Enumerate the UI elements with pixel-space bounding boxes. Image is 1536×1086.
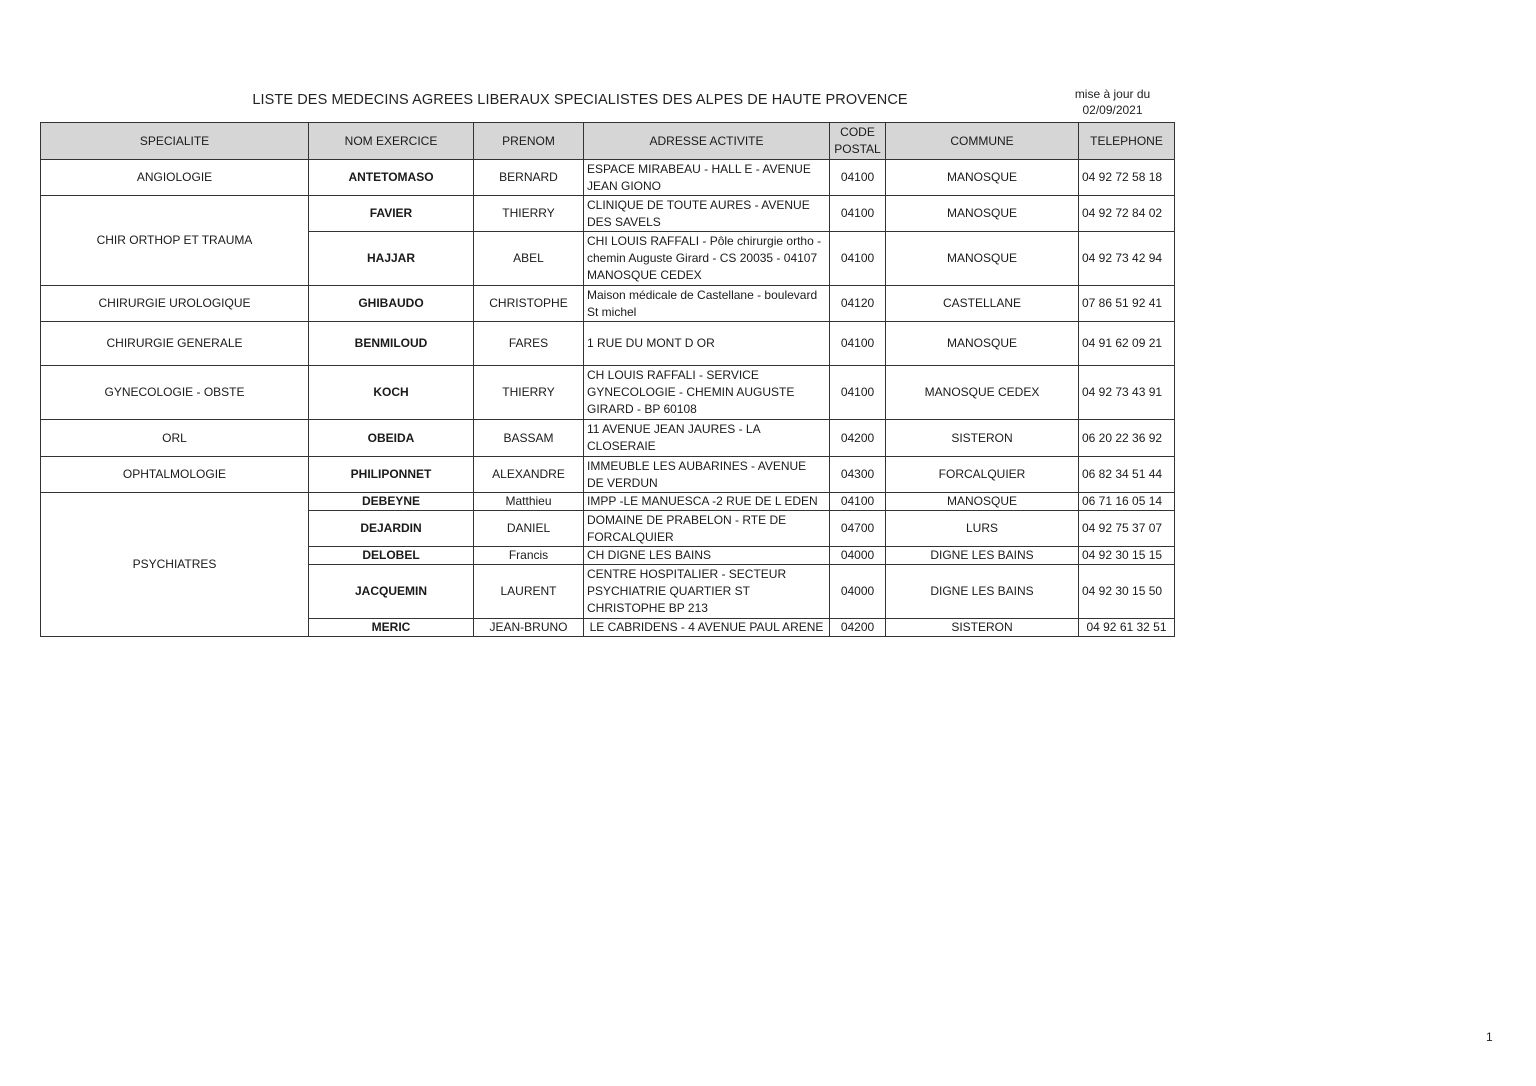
nom-cell: PHILIPONNET [309,457,474,493]
prenom-cell: BERNARD [474,160,584,196]
tel-cell: 04 92 30 15 50 [1079,565,1175,619]
specialty-cell: ANGIOLOGIE [41,160,309,196]
prenom-cell: Francis [474,547,584,565]
commune-cell: DIGNE LES BAINS [886,565,1079,619]
nom-cell: ANTETOMASO [309,160,474,196]
adresse-cell: Maison médicale de Castellane - boulevard St michel [584,286,830,322]
prenom-cell: ABEL [474,232,584,286]
table-row [41,457,1175,493]
cp-cell: 04100 [830,493,886,511]
specialty-cell: OPHTALMOLOGIE [41,457,309,493]
commune-cell: MANOSQUE [886,196,1079,232]
nom-cell: DEJARDIN [309,511,474,547]
nom-cell: HAJJAR [309,232,474,286]
cp-cell: 04000 [830,565,886,619]
commune-cell: MANOSQUE CEDEX [886,366,1079,420]
adresse-cell: IMPP -LE MANUESCA -2 RUE DE L EDEN [584,493,830,511]
prenom-cell: LAURENT [474,565,584,619]
cp-cell: 04300 [830,457,886,493]
tel-cell: 04 92 72 58 18 [1079,160,1175,196]
commune-cell: DIGNE LES BAINS [886,547,1079,565]
commune-cell: SISTERON [886,619,1079,637]
table-row [41,160,1175,196]
page-number: 1 [1486,1030,1493,1044]
adresse-cell: LE CABRIDENS - 4 AVENUE PAUL ARENE [584,619,830,637]
nom-cell: DEBEYNE [309,493,474,511]
prenom-cell: JEAN-BRUNO [474,619,584,637]
tel-cell: 04 92 73 42 94 [1079,232,1175,286]
adresse-cell: CH DIGNE LES BAINS [584,547,830,565]
tel-cell: 04 92 61 32 51 [1079,619,1175,637]
nom-cell: MERIC [309,619,474,637]
commune-cell: SISTERON [886,420,1079,457]
nom-cell: DELOBEL [309,547,474,565]
specialty-cell: CHIRURGIE GENERALE [41,322,309,366]
commune-cell: MANOSQUE [886,232,1079,286]
table-row [41,493,1175,511]
adresse-cell: DOMAINE DE PRABELON - RTE DE FORCALQUIER [584,511,830,547]
cp-cell: 04200 [830,420,886,457]
nom-cell: OBEIDA [309,420,474,457]
prenom-cell: FARES [474,322,584,366]
table-row [41,322,1175,366]
adresse-cell: CH LOUIS RAFFALI - SERVICE GYNECOLOGIE - CHEMIN AUGUSTE GIRARD - BP 60108 [584,366,830,420]
adresse-cell: 1 RUE DU MONT D OR [584,322,830,366]
header-row [41,123,1175,160]
table-row [41,196,1175,232]
document-title: LISTE DES MEDECINS AGREES LIBERAUX SPECIALISTES DES ALPES DE HAUTE PROVENCE [252,92,908,108]
specialty-cell: CHIR ORTHOP ET TRAUMA [41,196,309,286]
prenom-cell: THIERRY [474,366,584,420]
adresse-cell: 11 AVENUE JEAN JAURES - LA CLOSERAIE [584,420,830,457]
tel-cell: 04 92 73 43 91 [1079,366,1175,420]
header-adresse: ADRESSE ACTIVITE [584,123,830,160]
cp-cell: 04700 [830,511,886,547]
specialty-cell: PSYCHIATRES [41,493,309,637]
table-row [41,286,1175,322]
adresse-cell: CENTRE HOSPITALIER - SECTEUR PSYCHIATRIE QUARTIER ST CHRISTOPHE BP 213 [584,565,830,619]
specialty-cell: ORL [41,420,309,457]
nom-cell: KOCH [309,366,474,420]
header-specialite: SPECIALITE [41,123,309,160]
nom-cell: FAVIER [309,196,474,232]
nom-cell: JACQUEMIN [309,565,474,619]
update-info [1050,86,1175,118]
commune-cell: FORCALQUIER [886,457,1079,493]
specialty-cell: CHIRURGIE UROLOGIQUE [41,286,309,322]
header-prenom: PRENOM [474,123,584,160]
update-date: 02/09/2021 [1082,103,1143,117]
nom-cell: GHIBAUDO [309,286,474,322]
doctors-table [40,122,1175,637]
header-telephone: TELEPHONE [1079,123,1175,160]
commune-cell: MANOSQUE [886,160,1079,196]
tel-cell: 04 92 30 15 15 [1079,547,1175,565]
specialty-cell: GYNECOLOGIE - OBSTE [41,366,309,420]
nom-cell: BENMILOUD [309,322,474,366]
cp-cell: 04100 [830,232,886,286]
prenom-cell: BASSAM [474,420,584,457]
prenom-cell: DANIEL [474,511,584,547]
cp-cell: 04100 [830,196,886,232]
header-code-postal: CODE POSTAL [830,123,886,160]
tel-cell: 04 92 75 37 07 [1079,511,1175,547]
header-commune: COMMUNE [886,123,1079,160]
update-label: mise à jour du [1074,87,1151,101]
tel-cell: 06 71 16 05 14 [1079,493,1175,511]
commune-cell: MANOSQUE [886,493,1079,511]
adresse-cell: CHI LOUIS RAFFALI - Pôle chirurgie ortho - chemin Auguste Girard - CS 20035 - 04107 MANOSQUE CEDEX [584,232,830,286]
commune-cell: LURS [886,511,1079,547]
tel-cell: 07 86 51 92 41 [1079,286,1175,322]
tel-cell: 04 92 72 84 02 [1079,196,1175,232]
cp-cell: 04200 [830,619,886,637]
header-nom-exercice: NOM EXERCICE [309,123,474,160]
cp-cell: 04120 [830,286,886,322]
tel-cell: 04 91 62 09 21 [1079,322,1175,366]
tel-cell: 06 20 22 36 92 [1079,420,1175,457]
cp-cell: 04100 [830,160,886,196]
tel-cell: 06 82 34 51 44 [1079,457,1175,493]
table-row [41,366,1175,420]
adresse-cell: CLINIQUE DE TOUTE AURES - AVENUE DES SAVELS [584,196,830,232]
prenom-cell: THIERRY [474,196,584,232]
prenom-cell: CHRISTOPHE [474,286,584,322]
cp-cell: 04100 [830,322,886,366]
adresse-cell: IMMEUBLE LES AUBARINES - AVENUE DE VERDUN [584,457,830,493]
adresse-cell: ESPACE MIRABEAU - HALL E - AVENUE JEAN GIONO [584,160,830,196]
prenom-cell: Matthieu [474,493,584,511]
cp-cell: 04100 [830,366,886,420]
prenom-cell: ALEXANDRE [474,457,584,493]
commune-cell: CASTELLANE [886,286,1079,322]
table-row [41,420,1175,457]
commune-cell: MANOSQUE [886,322,1079,366]
cp-cell: 04000 [830,547,886,565]
